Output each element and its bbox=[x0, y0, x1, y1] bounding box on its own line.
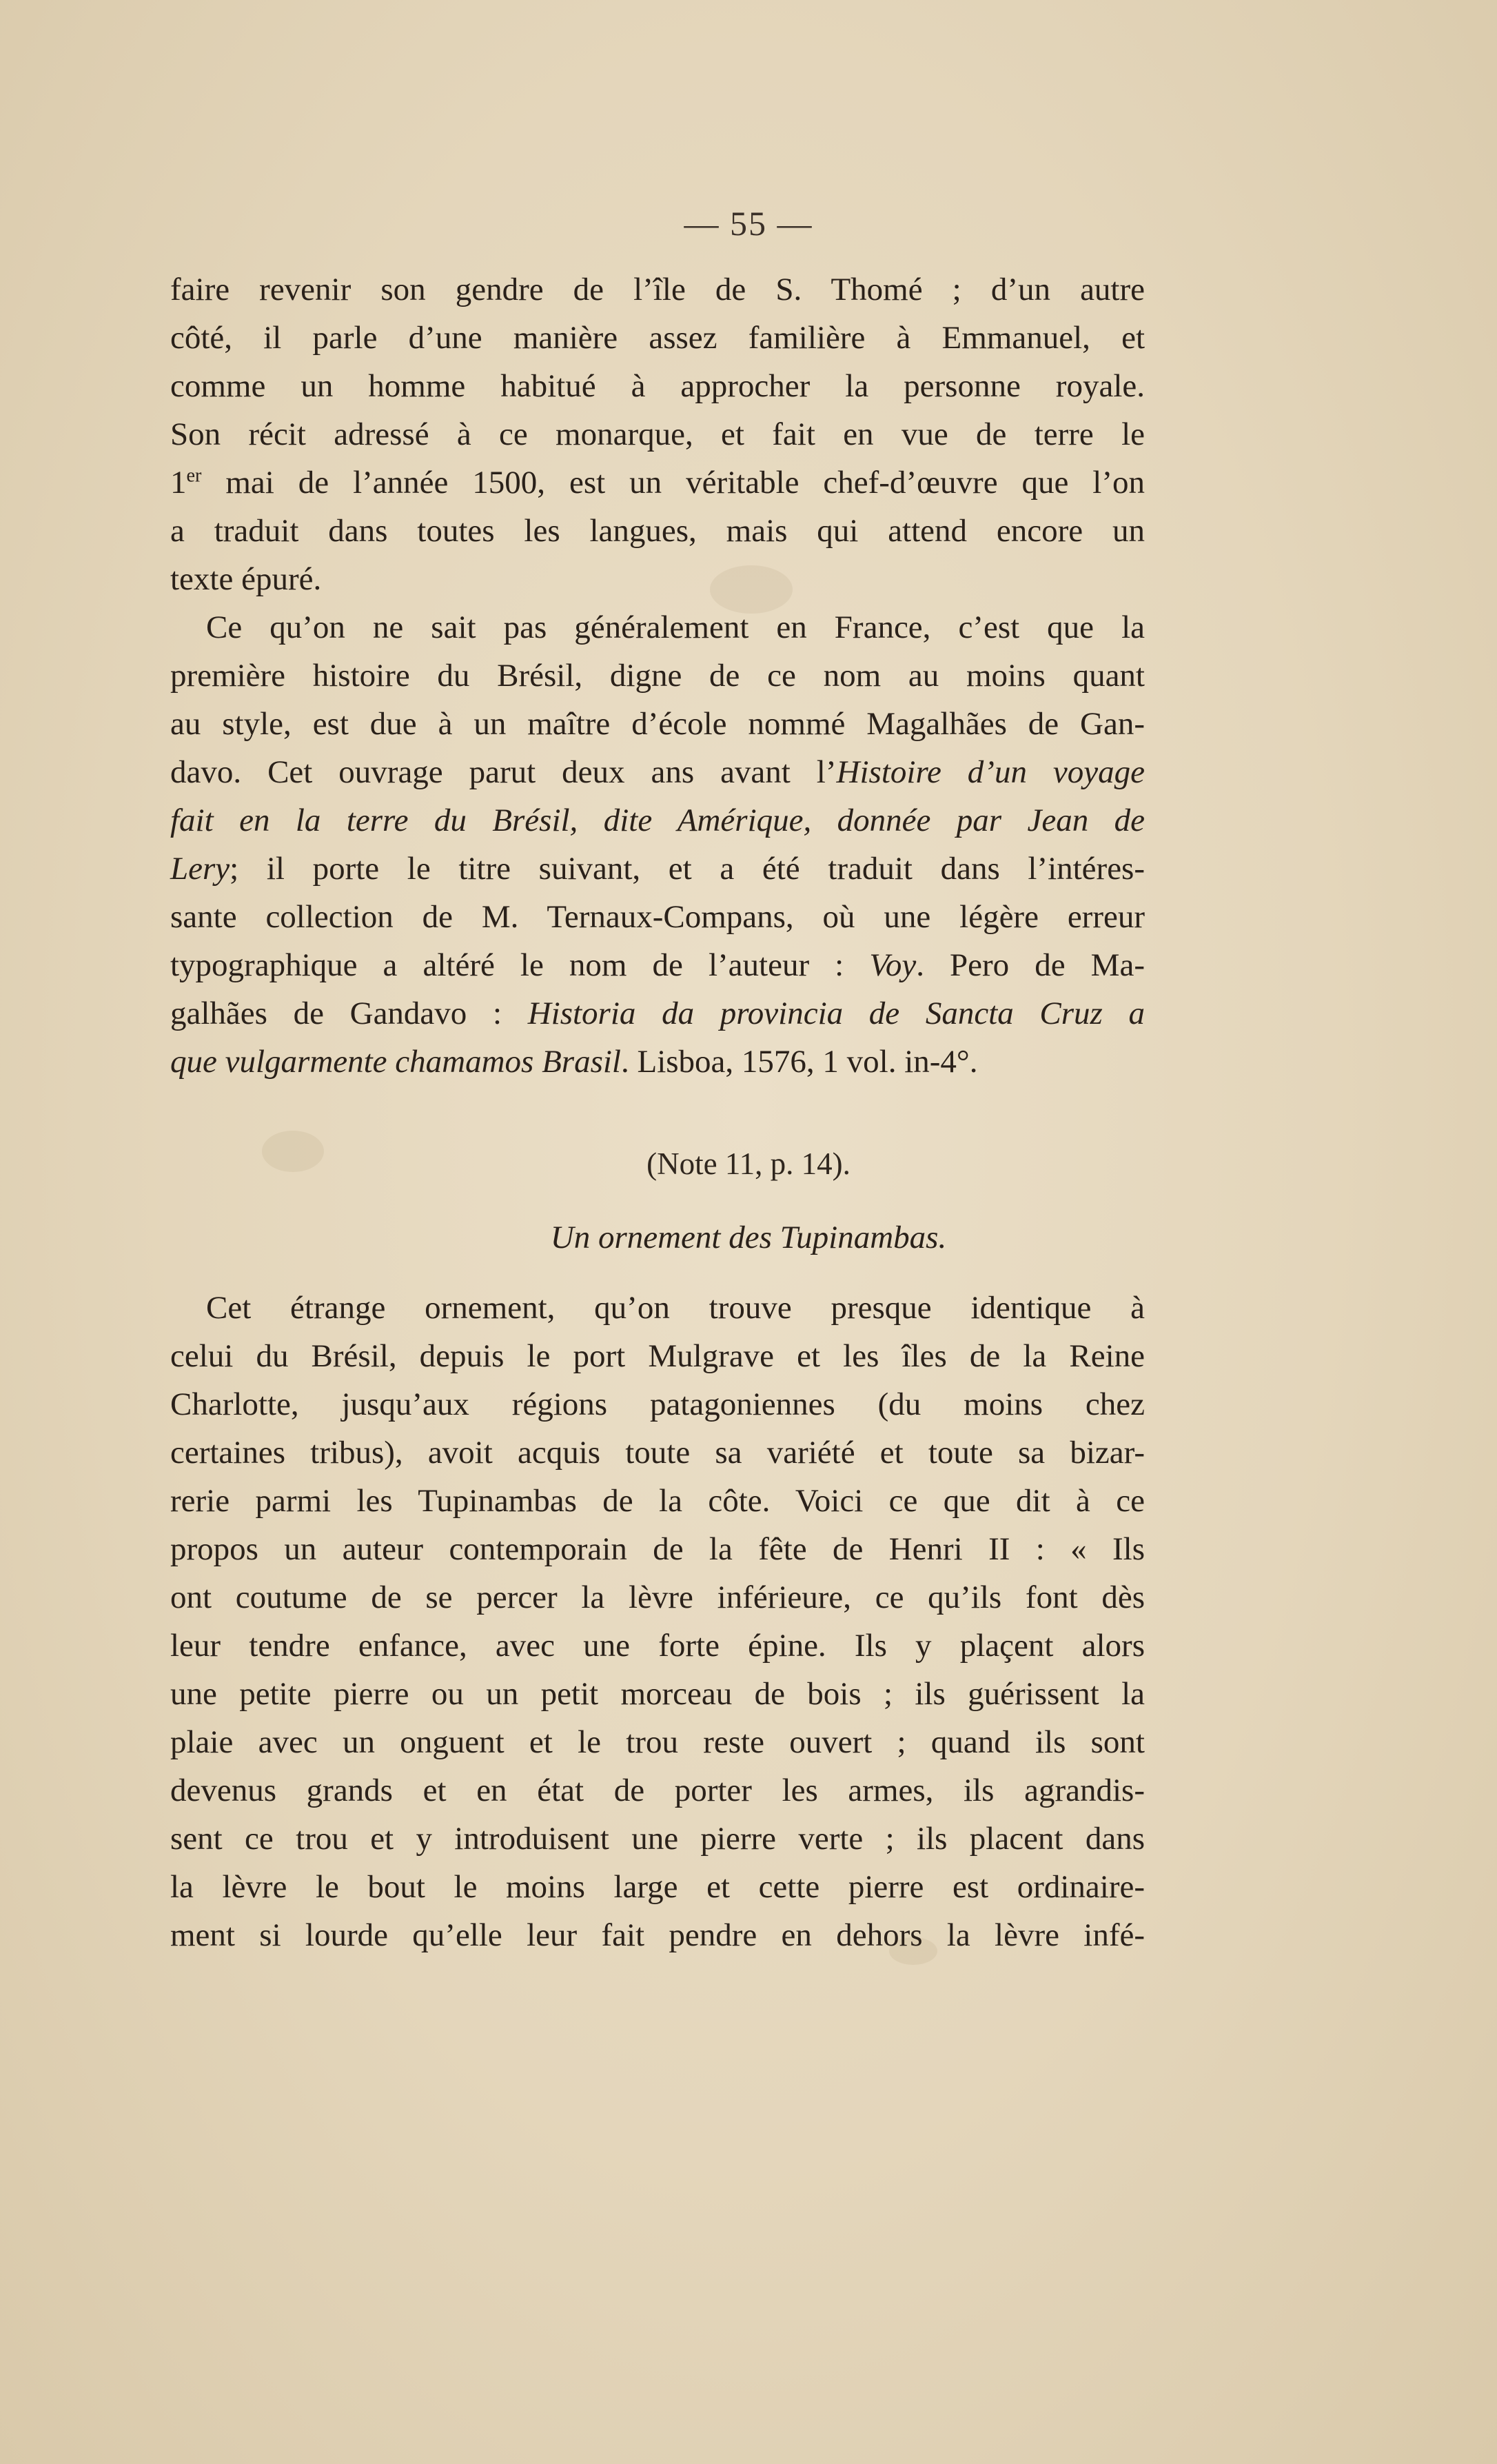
book-title-italic: que vulgarmente chamamos Brasil bbox=[170, 1044, 621, 1080]
note-reference: (Note 11, p. 14). bbox=[646, 1147, 851, 1181]
page-number: — 55 — bbox=[684, 204, 813, 243]
paragraph-3 bbox=[170, 1284, 1145, 1959]
text-span: galhães de Gandavo : bbox=[170, 996, 528, 1031]
text-line: sante collection de M. Ternaux-Compans, où une légère erreur bbox=[170, 899, 1145, 935]
text-line: certaines tribus), avoit acquis toute sa variété et toute sa bizar- bbox=[170, 1435, 1145, 1471]
text-line: ont coutume de se percer la lèvre inférieure, ce qu’ils font dès bbox=[170, 1579, 1145, 1615]
abbreviation-italic: Voy bbox=[869, 947, 917, 983]
text-line: côté, il parle d’une manière assez familière à Emmanuel, et bbox=[170, 320, 1145, 356]
text-line: Son récit adressé à ce monarque, et fait en vue de terre le bbox=[170, 416, 1145, 452]
text-line: plaie avec un onguent et le trou reste ouvert ; quand ils sont bbox=[170, 1724, 1145, 1760]
book-title-italic: fait en la terre du Brésil, dite Amérique, donnée par Jean de bbox=[170, 802, 1145, 838]
book-title-italic: Historia da provincia de Sancta Cruz a bbox=[527, 996, 1145, 1031]
text-line: propos un auteur contemporain de la fête de Henri II : « Ils bbox=[170, 1531, 1145, 1567]
text-line: Charlotte, jusqu’aux régions patagoniennes (du moins chez bbox=[170, 1386, 1145, 1422]
text-line: la lèvre le bout le moins large et cette pierre est ordinaire- bbox=[170, 1869, 1145, 1905]
text-span: . Pero de Ma- bbox=[916, 947, 1145, 983]
text-span: davo. Cet ouvrage parut deux ans avant l’ bbox=[170, 754, 837, 790]
text-line bbox=[170, 748, 1145, 796]
text-line: leur tendre enfance, avec une forte épine. Ils y plaçent alors bbox=[170, 1628, 1145, 1664]
text-line: une petite pierre ou un petit morceau de bois ; ils guérissent la bbox=[170, 1676, 1145, 1712]
paragraph-1 bbox=[170, 265, 1145, 603]
text-line bbox=[170, 989, 1145, 1038]
book-title-italic: Lery bbox=[170, 851, 230, 887]
text-line: devenus grands et en état de porter les armes, ils agrandis- bbox=[170, 1773, 1145, 1808]
section-title: Un ornement des Tupinambas. bbox=[550, 1220, 947, 1255]
text-line: a traduit dans toutes les langues, mais qui attend encore un bbox=[170, 513, 1145, 549]
text-line: faire revenir son gendre de l’île de S. Thomé ; d’un autre bbox=[170, 272, 1145, 307]
date-ordinal: er bbox=[186, 465, 202, 487]
paragraph-2 bbox=[170, 603, 1145, 1086]
text-line bbox=[170, 941, 1145, 989]
text-line bbox=[170, 458, 1145, 507]
text-line: au style, est due à un maître d’école nommé Magalhães de Gan- bbox=[170, 706, 1145, 742]
text-line: rerie parmi les Tupinambas de la côte. Voici ce que dit à ce bbox=[170, 1483, 1145, 1519]
text-line: Ce qu’on ne sait pas généralement en France, c’est que la bbox=[206, 609, 1145, 645]
text-line: ment si lourde qu’elle leur fait pendre en dehors la lèvre infé- bbox=[170, 1917, 1145, 1953]
text-line bbox=[170, 796, 1145, 845]
text-line: Cet étrange ornement, qu’on trouve presque identique à bbox=[206, 1290, 1145, 1326]
text-line: première histoire du Brésil, digne de ce nom au moins quant bbox=[170, 658, 1145, 694]
text-line: comme un homme habitué à approcher la personne royale. bbox=[170, 368, 1145, 404]
text-span: . Lisboa, 1576, 1 vol. in-4°. bbox=[620, 1044, 978, 1080]
book-title-italic: Histoire d’un voyage bbox=[836, 754, 1145, 790]
text-line bbox=[170, 1038, 1145, 1086]
text-span: typographique a altéré le nom de l’auteur : bbox=[170, 947, 870, 983]
text-line: sent ce trou et y introduisent une pierre verte ; ils placent dans bbox=[170, 1821, 1145, 1857]
text-line: celui du Brésil, depuis le port Mulgrave et les îles de la Reine bbox=[170, 1338, 1145, 1374]
text-span: ; il porte le titre suivant, et a été traduit dans l’intéres- bbox=[230, 851, 1145, 887]
text-line-body: mai de l’année 1500, est un véritable chef-d’œuvre que l’on bbox=[225, 465, 1145, 501]
text-line bbox=[170, 845, 1145, 893]
text-line: texte épuré. bbox=[170, 561, 322, 597]
date-day: 1 bbox=[170, 465, 187, 501]
